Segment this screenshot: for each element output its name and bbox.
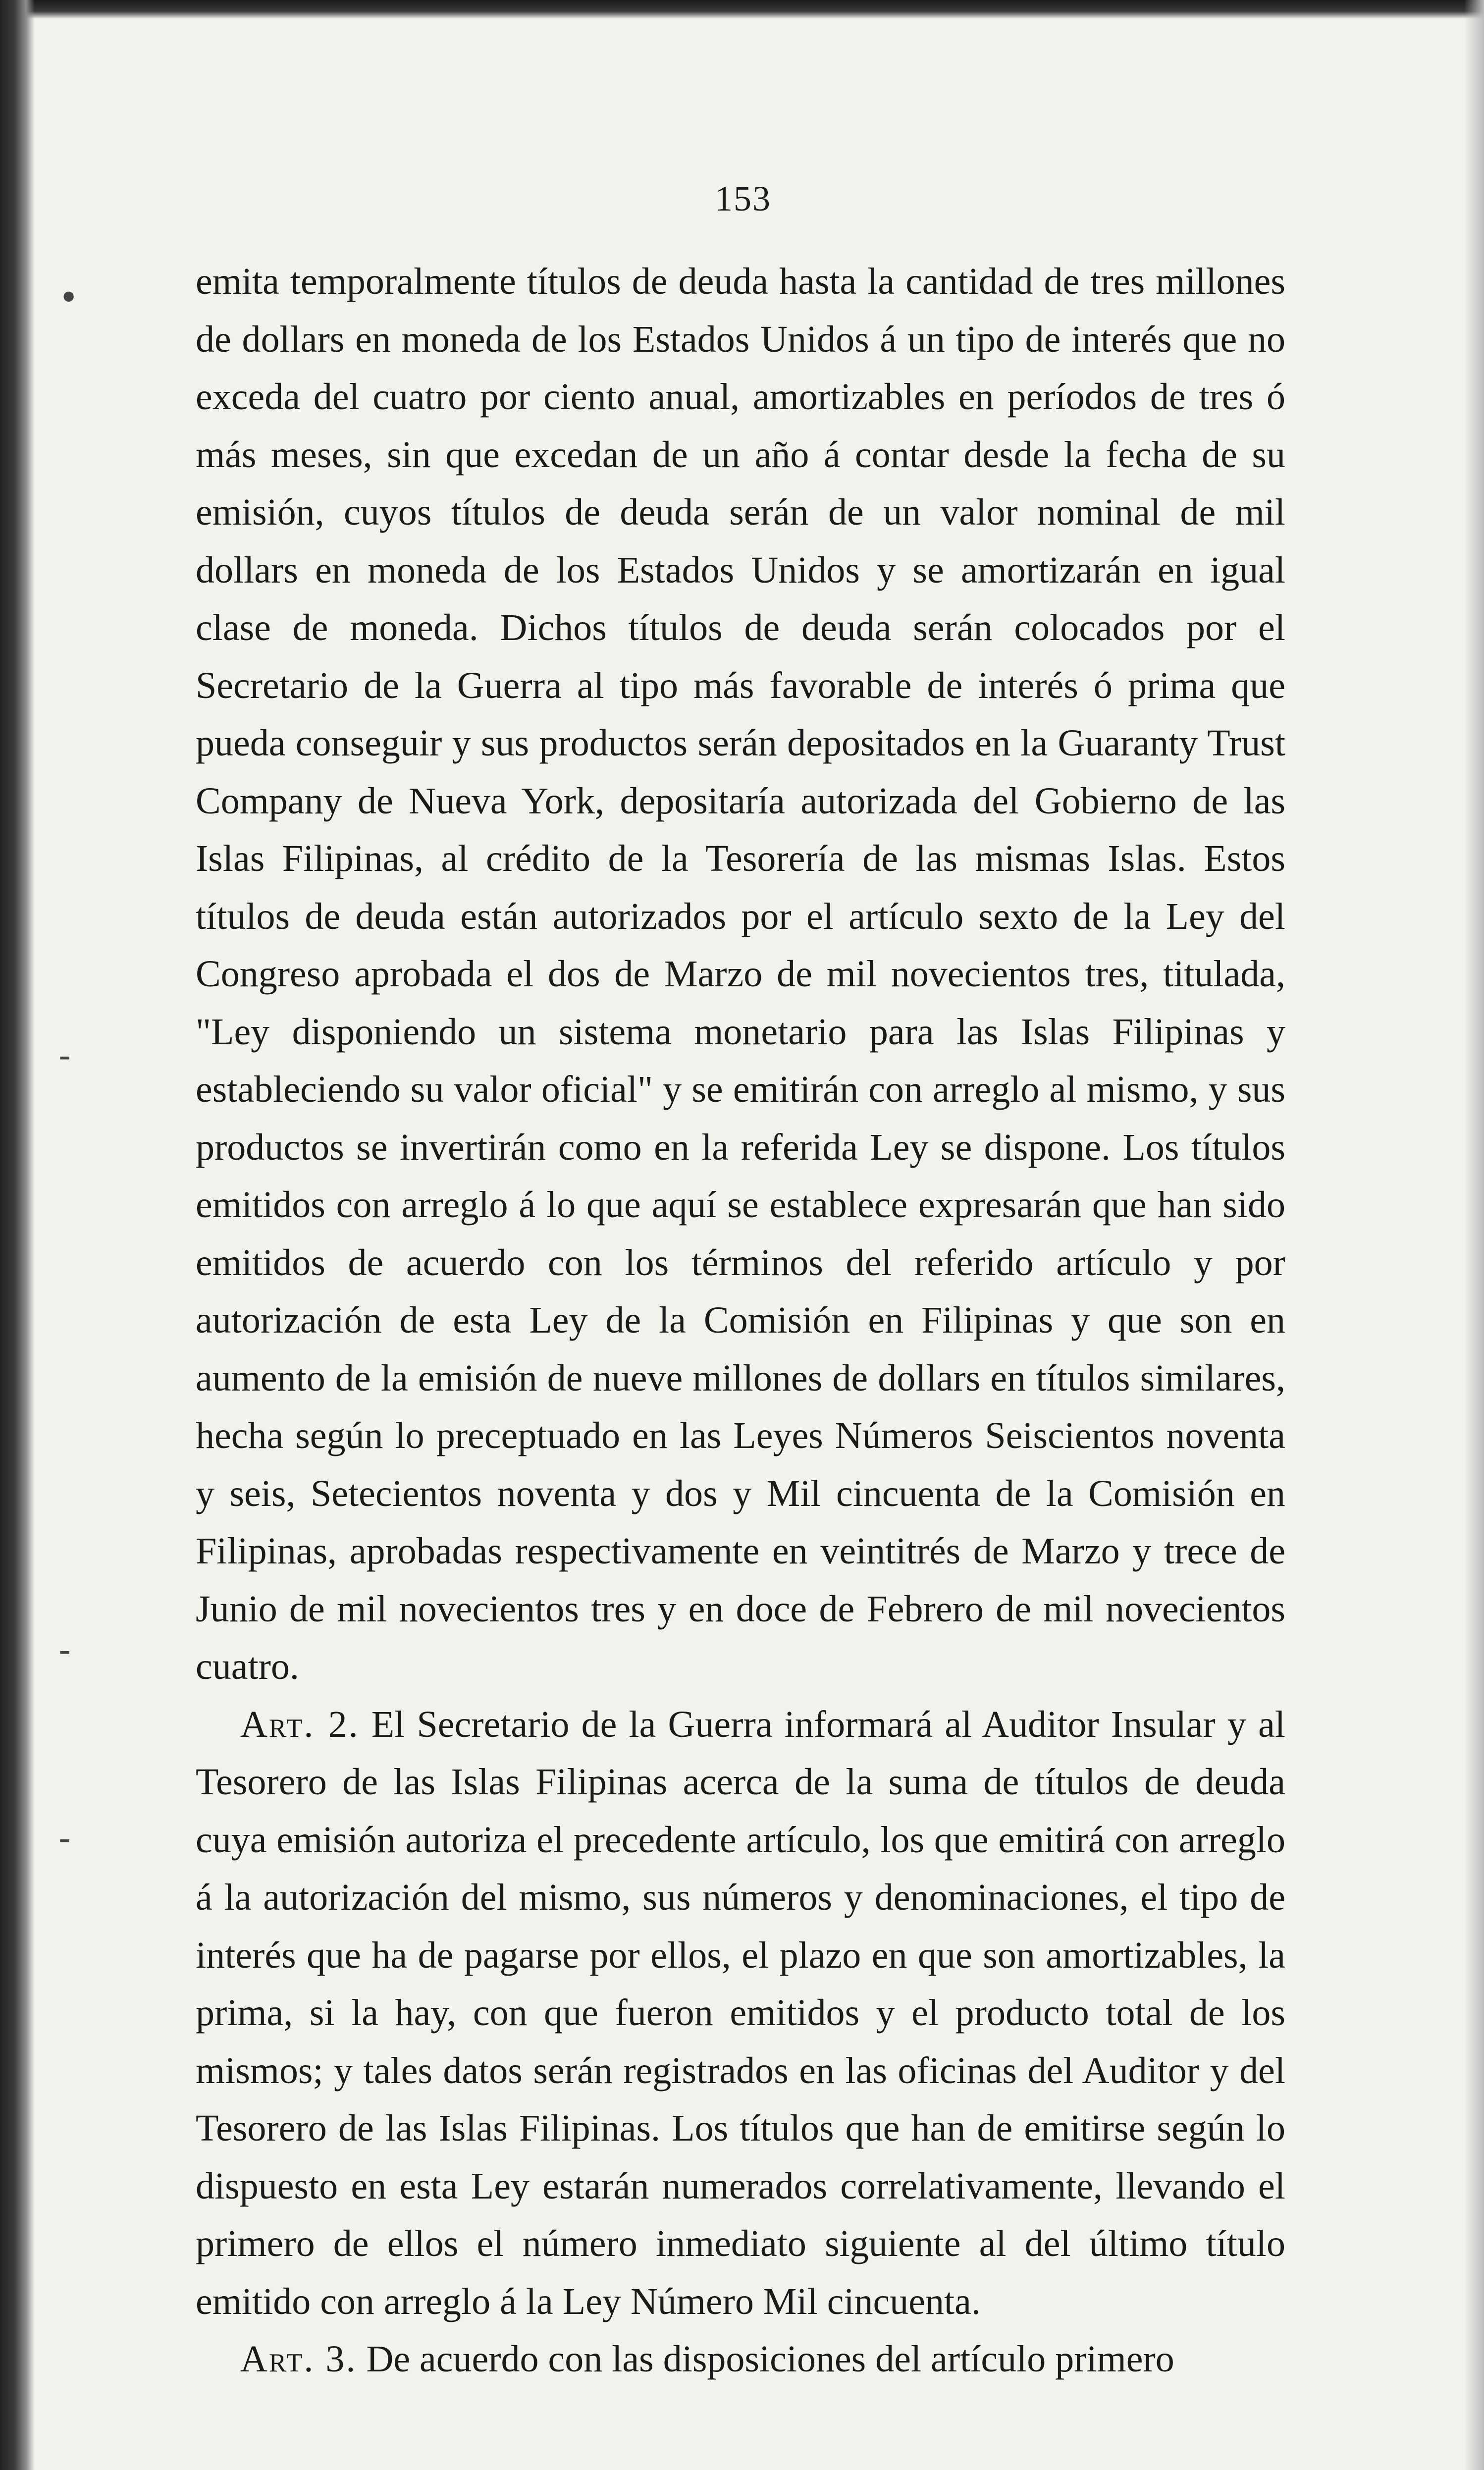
paragraph-text: De acuerdo con las disposiciones del artículo primero	[366, 2338, 1174, 2380]
body-text	[196, 253, 1285, 2388]
page-number: 153	[715, 179, 771, 218]
margin-dot-mark: •	[58, 277, 79, 318]
article-label: Art. 3.	[240, 2338, 357, 2380]
paragraph-text: emita temporalmente títulos de deuda hasta la cantidad de tres millones de dollars en moneda de los Estados Unidos á un tipo de interés que no exceda del cuatro por ciento anual, amortizables en períodos de tres ó más meses, sin que excedan de un año á contar desde la fecha de su emisión, cuyos títulos de deuda serán de un valor nominal de mil dollars en moneda de los Estados Unidos y se amortizarán en igual clase de moneda. Dichos títulos de deuda serán colocados por el Secretario de la Guerra al tipo más favorable de interés ó prima que pueda conseguir y sus productos serán depositados en la Guaranty Trust Company de Nueva York, depositaría autorizada del Gobierno de las Islas Filipinas, al crédito de la Tesorería de las mismas Islas. Estos títulos de deuda están autorizados por el artículo sexto de la Ley del Congreso aprobada el dos de Marzo de mil novecientos tres, titulada, "Ley disponiendo un sistema monetario para las Islas Filipinas y estableciendo su valor oficial" y se emitirán con arreglo al mismo, y sus productos se invertirán como en la referida Ley se dispone. Los títulos emitidos con arreglo á lo que aquí se establece expresarán que han sido emitidos de acuerdo con los términos del referido artículo y por autorización de esta Ley de la Comisión en Filipinas y que son en aumento de la emisión de nueve millones de dollars en títulos similares, hecha según lo preceptuado en las Leyes Números Seiscientos noventa y seis, Setecientos noventa y dos y Mil cincuenta de la Comisión en Filipinas, aprobadas respectivamente en veintitrés de Marzo y trece de Junio de mil novecientos tres y en doce de Febrero de mil novecientos cuatro.	[196, 261, 1285, 1687]
paragraph-1	[196, 253, 1285, 1696]
margin-dash-mark: -	[58, 1035, 71, 1076]
article-label: Art. 2.	[240, 1703, 360, 1745]
margin-dash-mark: -	[58, 1818, 71, 1859]
margin-dash-mark: -	[58, 1630, 71, 1670]
paragraph-text: El Secretario de la Guerra informará al Auditor Insular y al Tesorero de las Islas Filipinas acerca de la suma de títulos de deuda cuya emisión autoriza el precedente artículo, los que emitirá con arreglo á la autorización del mismo, sus números y denominaciones, el tipo de interés que ha de pagarse por ellos, el plazo en que son amortizables, la prima, si la hay, con que fueron emitidos y el producto total de los mismos; y tales datos serán registrados en las oficinas del Auditor y del Tesorero de las Islas Filipinas. Los títulos que han de emitirse según lo dispuesto en esta Ley estarán numerados correlativamente, llevando el primero de ellos el número inmediato siguiente al del último título emitido con arreglo á la Ley Número Mil cincuenta.	[196, 1703, 1286, 2322]
paragraph-article-2	[196, 1696, 1285, 2331]
paragraph-article-3	[196, 2330, 1285, 2388]
